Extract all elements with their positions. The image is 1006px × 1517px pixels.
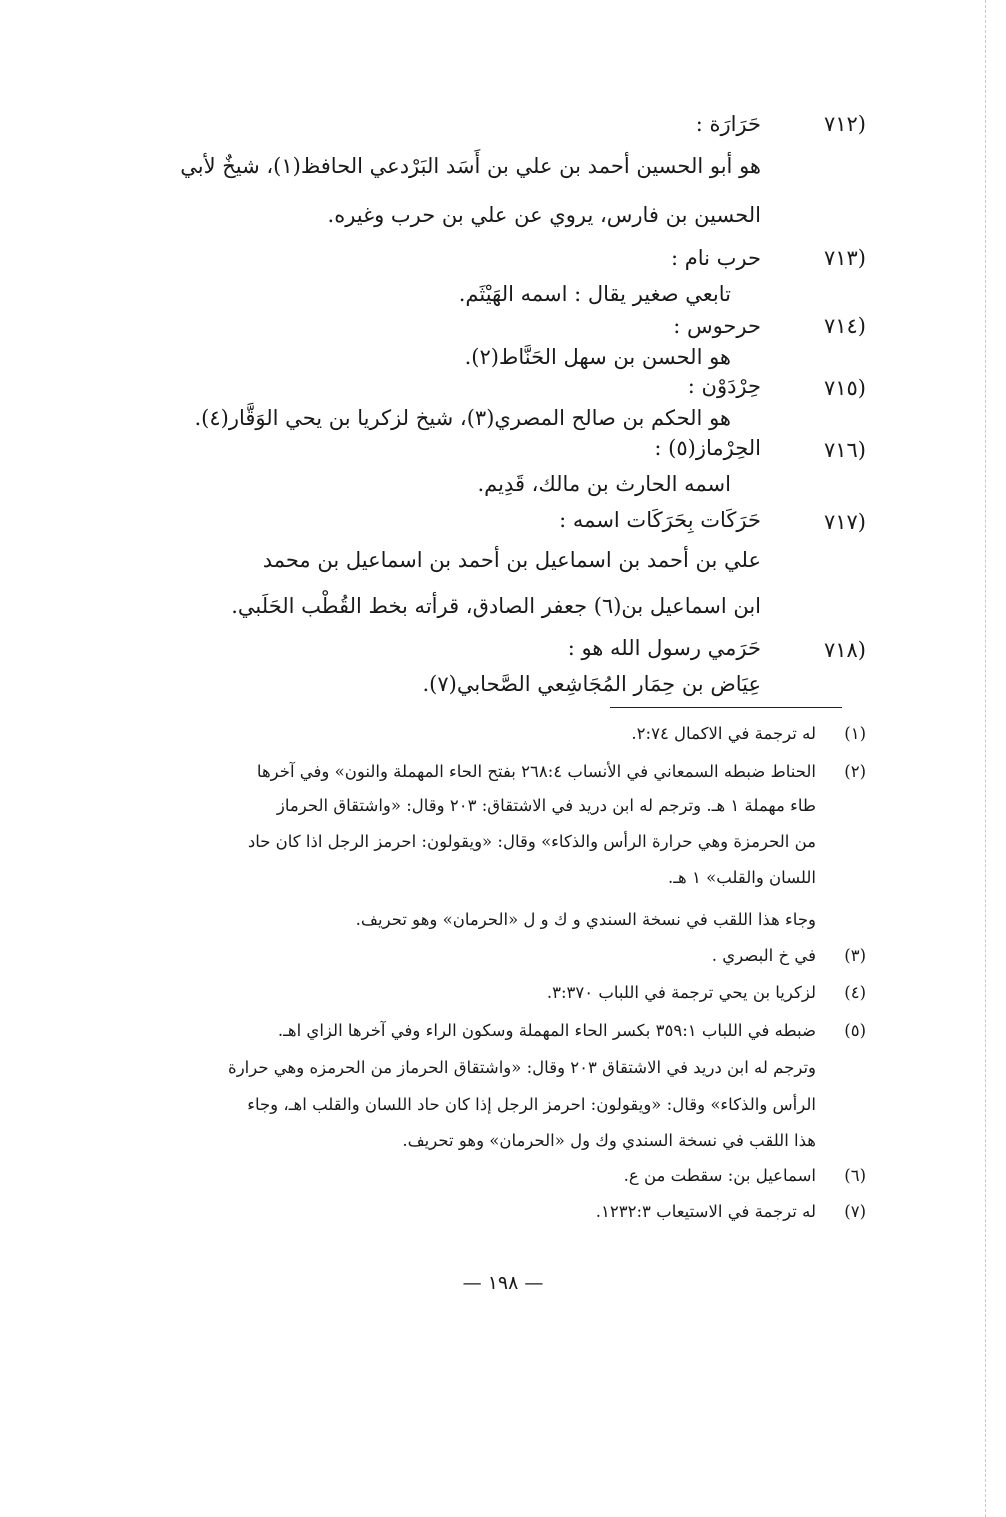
entry-717-number: ٧١٧) — [823, 510, 866, 534]
footnote-3-text-line-1: في خ البصري . — [711, 946, 816, 965]
entry-715-heading: حِرْدَوْن : — [687, 374, 761, 398]
entry-718-text-line-1: عِيَاض بن حِمَار المُجَاشِعي الصَّحابي(٧). — [422, 672, 761, 696]
entry-715-text-line-1: هو الحكم بن صالح المصري(٣)، شيخ لزكريا بن يحي الوَقَّار(٤). — [194, 406, 731, 430]
footnote-5-text-line-4: هذا اللقب في نسخة السندي وك ول «الحرمان» وهو تحريف. — [402, 1131, 816, 1150]
footnote-2-text-line-1: الحناط ضبطه السمعاني في الأنساب ٢٦٨:٤ بفتح الحاء المهملة والنون» وفي آخرها — [256, 762, 816, 781]
footnote-4-text-line-1: لزكريا بن يحي ترجمة في اللباب ٣:٣٧٠. — [546, 983, 816, 1002]
entry-714-number: ٧١٤) — [823, 314, 866, 338]
page-number: — ١٩٨ — — [462, 1272, 544, 1294]
entry-712-number: ٧١٢) — [823, 112, 866, 136]
footnote-1-text-line-1: له ترجمة في الاكمال ٢:٧٤. — [631, 724, 816, 743]
entry-717-heading: حَرَكَات بِحَرَكَات اسمه : — [559, 508, 761, 532]
entry-714-text-line-1: هو الحسن بن سهل الحَنَّاط(٢). — [464, 345, 731, 369]
entry-716-number: ٧١٦) — [823, 438, 866, 462]
footnote-5-number: (٥) — [844, 1021, 866, 1040]
footnote-5-text-line-2: وترجم له ابن دريد في الاشتقاق ٢٠٣ وقال: «واشتقاق الحرماز من الحرمزه وهي حرارة — [228, 1058, 816, 1077]
entry-718-number: ٧١٨) — [823, 638, 866, 662]
entry-715-number: ٧١٥) — [823, 376, 866, 400]
footnote-5-text-line-3: الرأس والذكاء» وقال: «ويقولون: احرمز الرجل إذا كان حاد اللسان والقلب اهـ، وجاء — [247, 1095, 816, 1114]
entry-713-heading: حرب نام : — [670, 246, 761, 270]
entry-718-heading: حَرَمي رسول الله هو : — [567, 636, 761, 660]
footnote-4-number: (٤) — [844, 983, 866, 1002]
footnote-6-number: (٦) — [844, 1166, 866, 1185]
footnote-2-text-line-3: من الحرمزة وهي حرارة الرأس والذكاء» وقال: «ويقولون: احرمز الرجل اذا كان حاد — [247, 832, 816, 851]
footnote-separator — [610, 707, 842, 708]
footnote-7-number: (٧) — [844, 1202, 866, 1221]
entry-713-number: ٧١٣) — [823, 246, 866, 270]
footnote-1-number: (١) — [844, 724, 866, 743]
entry-717-text-line-2: ابن اسماعيل بن(٦) جعفر الصادق، قرأته بخط القُطْب الحَلَبي. — [231, 594, 761, 618]
footnote-3-number: (٣) — [844, 946, 866, 965]
entry-716-heading: الحِرْماز(٥) : — [654, 436, 761, 460]
entry-716-text-line-1: اسمه الحارث بن مالك، قَدِيم. — [477, 472, 731, 496]
entry-712-text-line-2: الحسين بن فارس، يروي عن علي بن حرب وغيره. — [327, 203, 761, 227]
entry-713-text-line-1: تابعي صغير يقال : اسمه الهَيْثَم. — [458, 282, 731, 306]
entry-717-text-line-1: علي بن أحمد بن اسماعيل بن أحمد بن اسماعيل بن محمد — [262, 548, 761, 572]
footnote-6-text-line-1: اسماعيل بن: سقطت من ع. — [623, 1166, 816, 1185]
footnote-7-text-line-1: له ترجمة في الاستيعاب ١٢٣٢:٣. — [595, 1202, 816, 1221]
footnote-2-text-line-2: طاء مهملة ١ هـ. وترجم له ابن دريد في الاشتقاق: ٢٠٣ وقال: «واشتقاق الحرماز — [276, 796, 816, 815]
footnote-5-text-line-1: ضبطه في اللباب ٣٥٩:١ بكسر الحاء المهملة وسكون الراء وفي آخرها الزاي اهـ. — [277, 1021, 816, 1040]
footnote-2-text-line-4: اللسان والقلب» ١ هـ. — [667, 868, 816, 887]
entry-712-heading: حَرَارَة : — [695, 112, 761, 136]
entry-714-heading: حرحوس : — [673, 314, 761, 338]
entry-712-text-line-1: هو أبو الحسين أحمد بن علي بن أَسَد البَرْدعي الحافظ(١)، شيخٌ لأبي — [180, 154, 761, 178]
footnote-2-number: (٢) — [844, 762, 866, 781]
footnote-2-text-line-5: وجاء هذا اللقب في نسخة السندي و ك و ل «الحرمان» وهو تحريف. — [355, 910, 816, 929]
